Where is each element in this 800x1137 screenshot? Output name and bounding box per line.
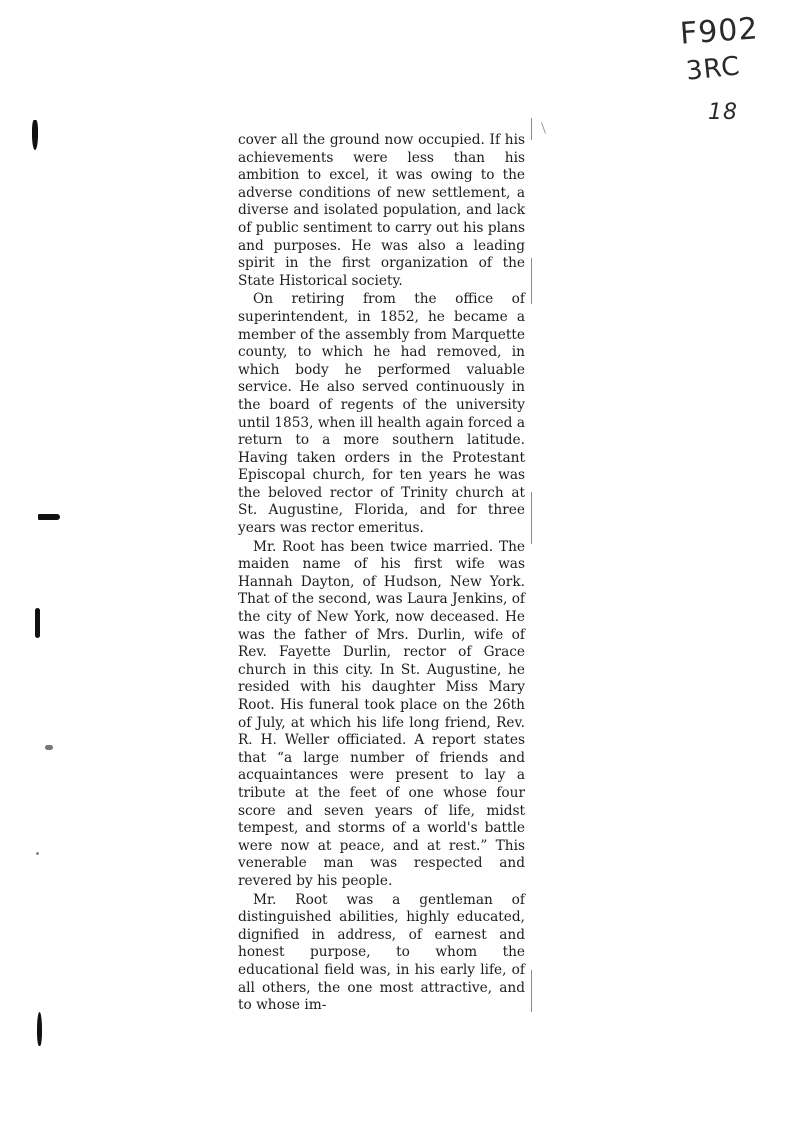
article-column <box>238 132 525 1015</box>
scan-artifact-mark <box>35 608 40 638</box>
scan-artifact-mark <box>38 514 60 520</box>
column-edge-rule <box>531 970 532 1012</box>
column-edge-rule <box>531 258 532 304</box>
scan-artifact-mark <box>45 745 53 750</box>
article-paragraph: Mr. Root has been twice married. The maiden name of his first wife was Hannah Dayton, of Hudson, New York. That of the second, was Laura Jenkins, of the city of New York, now deceased. He was the father of Mrs. Durlin, wife of Rev. Fayette Durlin, rector of Grace church in this city. In St. Augustine, he resided with his daughter Miss Mary Root. His funeral took place on the 26th of July, at which his life long friend, Rev. R. H. Weller officiated. A report states that “a large number of friends and acquaintances were present to lay a tribute at the feet of one whose four score and seven years of life, midst tempest, and storms of a world's battle were now at peace, and at rest.” This venerable man was respected and revered by his people. <box>238 538 525 889</box>
handwritten-page-number: 18 <box>708 100 738 125</box>
handwritten-call-number: F902 <box>678 11 760 52</box>
scan-artifact-mark <box>32 120 38 150</box>
scan-artifact-mark <box>37 1012 42 1046</box>
scan-artifact-mark <box>36 852 39 855</box>
article-paragraph: Mr. Root was a gentleman of distinguished abilities, highly educated, dignified in address, of earnest and honest purpose, to whom the educational field was, in his early life, of all others, the one most attractive, and to whose im- <box>238 891 525 1014</box>
scan-artifact-tick <box>541 122 546 134</box>
article-paragraph: cover all the ground now occupied. If his achievements were less than his ambition to excel, it was owing to the adverse conditions of new settlement, a diverse and isolated population, and lack of public sentiment to carry out his plans and purposes. He was also a leading spirit in the first organization of the State Historical society. <box>238 132 525 289</box>
handwritten-box-code: 3RC <box>684 51 742 87</box>
column-edge-rule <box>531 492 532 544</box>
article-paragraph: On retiring from the office of superintendent, in 1852, he became a member of the assembly from Marquette county, to which he had removed, in which body he performed valuable service. He also served continuously in the board of regents of the university until 1853, when ill health again forced a return to a more southern latitude. Having taken orders in the Protestant Episcopal church, for ten years he was the beloved rector of Trinity church at St. Augustine, Florida, and for three years was rector emeritus. <box>238 291 525 537</box>
column-edge-rule <box>531 118 532 140</box>
